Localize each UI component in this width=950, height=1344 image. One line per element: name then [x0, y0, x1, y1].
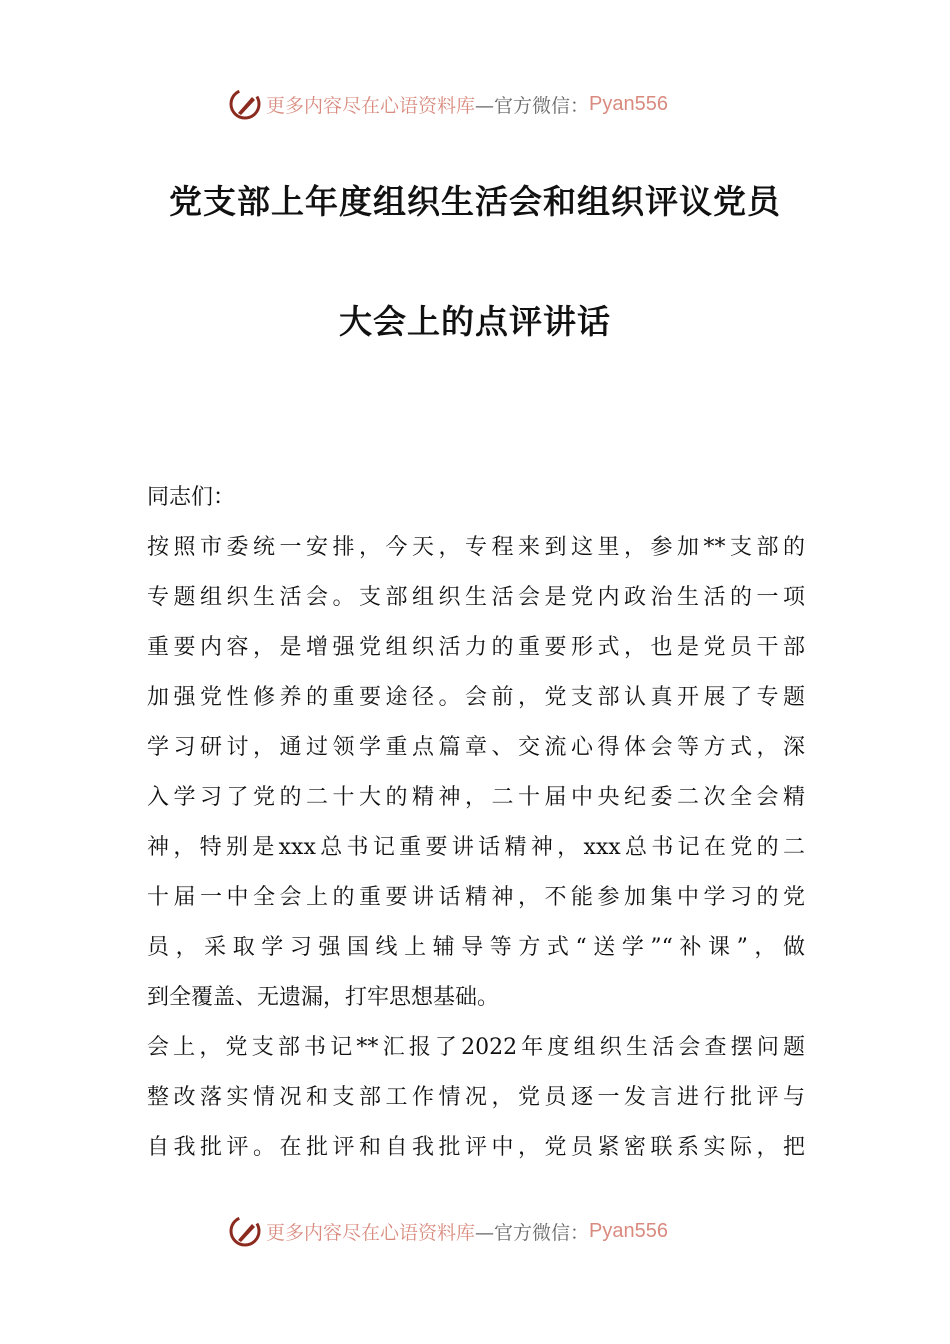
body-text — [147, 480, 805, 1180]
watermark-wechat-id: Pyan556 — [589, 92, 668, 115]
watermark-header — [228, 86, 668, 122]
paragraph-line: 会​上​，​党​支​部​书​记​*​*​汇​报​了​2​0​2​2​年​度​组​织​生​活​会​查​摆​问​题 — [147, 1035, 805, 1060]
watermark-wechat-id: Pyan556 — [589, 1219, 668, 1242]
paragraph-line: 到全覆盖、无遗漏，打牢思想基础。 — [147, 985, 500, 1010]
paragraph-line: 员​，​采​取​学​习​强​国​线​上​辅​导​等​方​式​“​送​学​”​“​补​课​”​，​做 — [147, 935, 805, 960]
pen-logo-icon — [228, 87, 262, 121]
paragraph-line: 加​强​党​性​修​养​的​重​要​途​径​。​会​前​，​党​支​部​认​真​开​展​了​专​题 — [147, 685, 805, 710]
paragraph-line: 自​我​批​评​。​在​批​评​和​自​我​批​评​中​，​党​员​紧​密​联​系​实​际​，​把 — [147, 1135, 805, 1160]
salutation: 同志们： — [147, 485, 236, 510]
title-line-2: 大会上的点评讲话 — [339, 302, 611, 341]
paragraph-line: 入​学​习​了​党​的​二​十​大​的​精​神​，​二​十​届​中​央​纪​委​二​次​全​会​精 — [147, 785, 805, 810]
paragraph-line: 专​题​组​织​生​活​会​。​支​部​组​织​生​活​会​是​党​内​政​治​生​活​的​一​项 — [147, 585, 805, 610]
paragraph-line: 按​照​市​委​统​一​安​排​，​今​天​，​专​程​来​到​这​里​，​参​加​*​*​支​部​的 — [147, 535, 805, 560]
watermark-wechat-label: —官方微信： — [475, 1221, 590, 1244]
watermark-wechat-label: —官方微信： — [475, 94, 590, 117]
title-line-1: 党支部上年度组织生活会和组织评议党员 — [169, 182, 781, 221]
paragraph-line: 整​改​落​实​情​况​和​支​部​工​作​情​况​，​党​员​逐​一​发​言​进​行​批​评​与 — [147, 1085, 805, 1110]
watermark-footer — [228, 1213, 668, 1249]
paragraph-line: 神​，​特​别​是​x​x​x​总​书​记​重​要​讲​话​精​神​，​x​x​x​总​书​记​在​党​的​二 — [147, 835, 805, 860]
watermark-text: 更多内容尽在心语资料库 — [266, 94, 476, 117]
paragraph-line: 学​习​研​讨​，​通​过​领​学​重​点​篇​章​、​交​流​心​得​体​会​等​方​式​，​深 — [147, 735, 805, 760]
pen-logo-icon — [228, 1214, 262, 1248]
paragraph-line: 重​要​内​容​，​是​增​强​党​组​织​活​力​的​重​要​形​式​，​也​是​党​员​干​部 — [147, 635, 805, 660]
paragraph-line: 十​届​一​中​全​会​上​的​重​要​讲​话​精​神​，​不​能​参​加​集​中​学​习​的​党 — [147, 885, 805, 910]
watermark-text: 更多内容尽在心语资料库 — [266, 1221, 476, 1244]
